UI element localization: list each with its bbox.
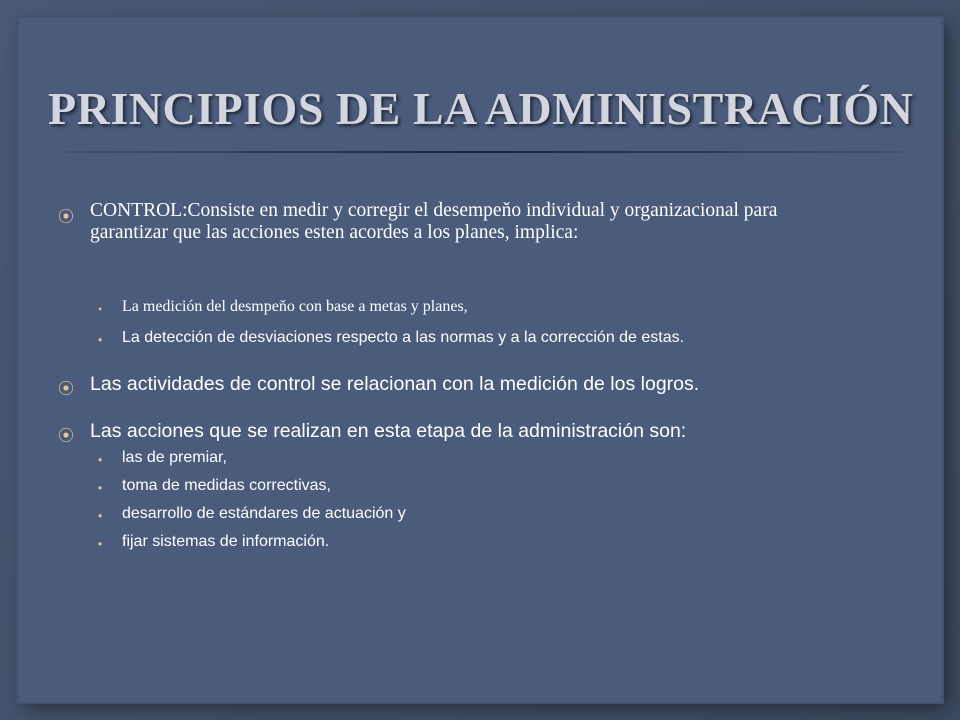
sub-bullet-icon: •: [98, 333, 103, 347]
bullet-acciones: [58, 419, 908, 446]
bullet-text: CONTROL:Consiste en medir y corregir el desempeňo individual y organizacional para garantizar que las acciones esten acordes a los planes, implica:: [90, 200, 778, 243]
title-underline: [66, 151, 902, 153]
sub-item-text: desarrollo de estándares de actuación y: [122, 505, 406, 522]
sub-bullet-icon: •: [98, 481, 103, 495]
sub-item: [98, 476, 331, 498]
bullet-control: [58, 200, 838, 244]
sub-bullet-icon: •: [98, 537, 103, 551]
sub-item-text: La medición del desmpeňo con base a metas y planes,: [122, 298, 468, 315]
slide-title: PRINCIPIOS DE LA ADMINISTRACIÓN: [48, 83, 914, 134]
sub-item: [98, 448, 227, 470]
sub-bullet-icon: •: [98, 453, 103, 467]
sub-item: [98, 532, 329, 554]
sub-bullet-icon: •: [98, 302, 103, 316]
bullet-text: Las actividades de control se relacionan con la medición de los logros.: [90, 373, 700, 395]
bullet-marker-icon: ⦿: [58, 209, 75, 226]
sub-item: [98, 297, 468, 319]
bullet-text: Las acciones que se realizan en esta etapa de la administración son:: [90, 420, 687, 442]
bullet-marker-icon: ⦿: [58, 428, 75, 445]
sub-item-text: La detección de desviaciones respecto a las normas y a la corrección de estas.: [122, 329, 685, 346]
sub-bullet-icon: •: [98, 509, 103, 523]
sub-item-text: las de premiar,: [122, 449, 227, 466]
bullet-actividades: [58, 372, 908, 399]
sub-item: [98, 504, 406, 526]
bullet-marker-icon: ⦿: [58, 381, 75, 398]
sub-item-text: fijar sistemas de información.: [122, 533, 330, 550]
sub-item-text: toma de medidas correctivas,: [122, 477, 331, 494]
sub-item: [98, 328, 684, 350]
